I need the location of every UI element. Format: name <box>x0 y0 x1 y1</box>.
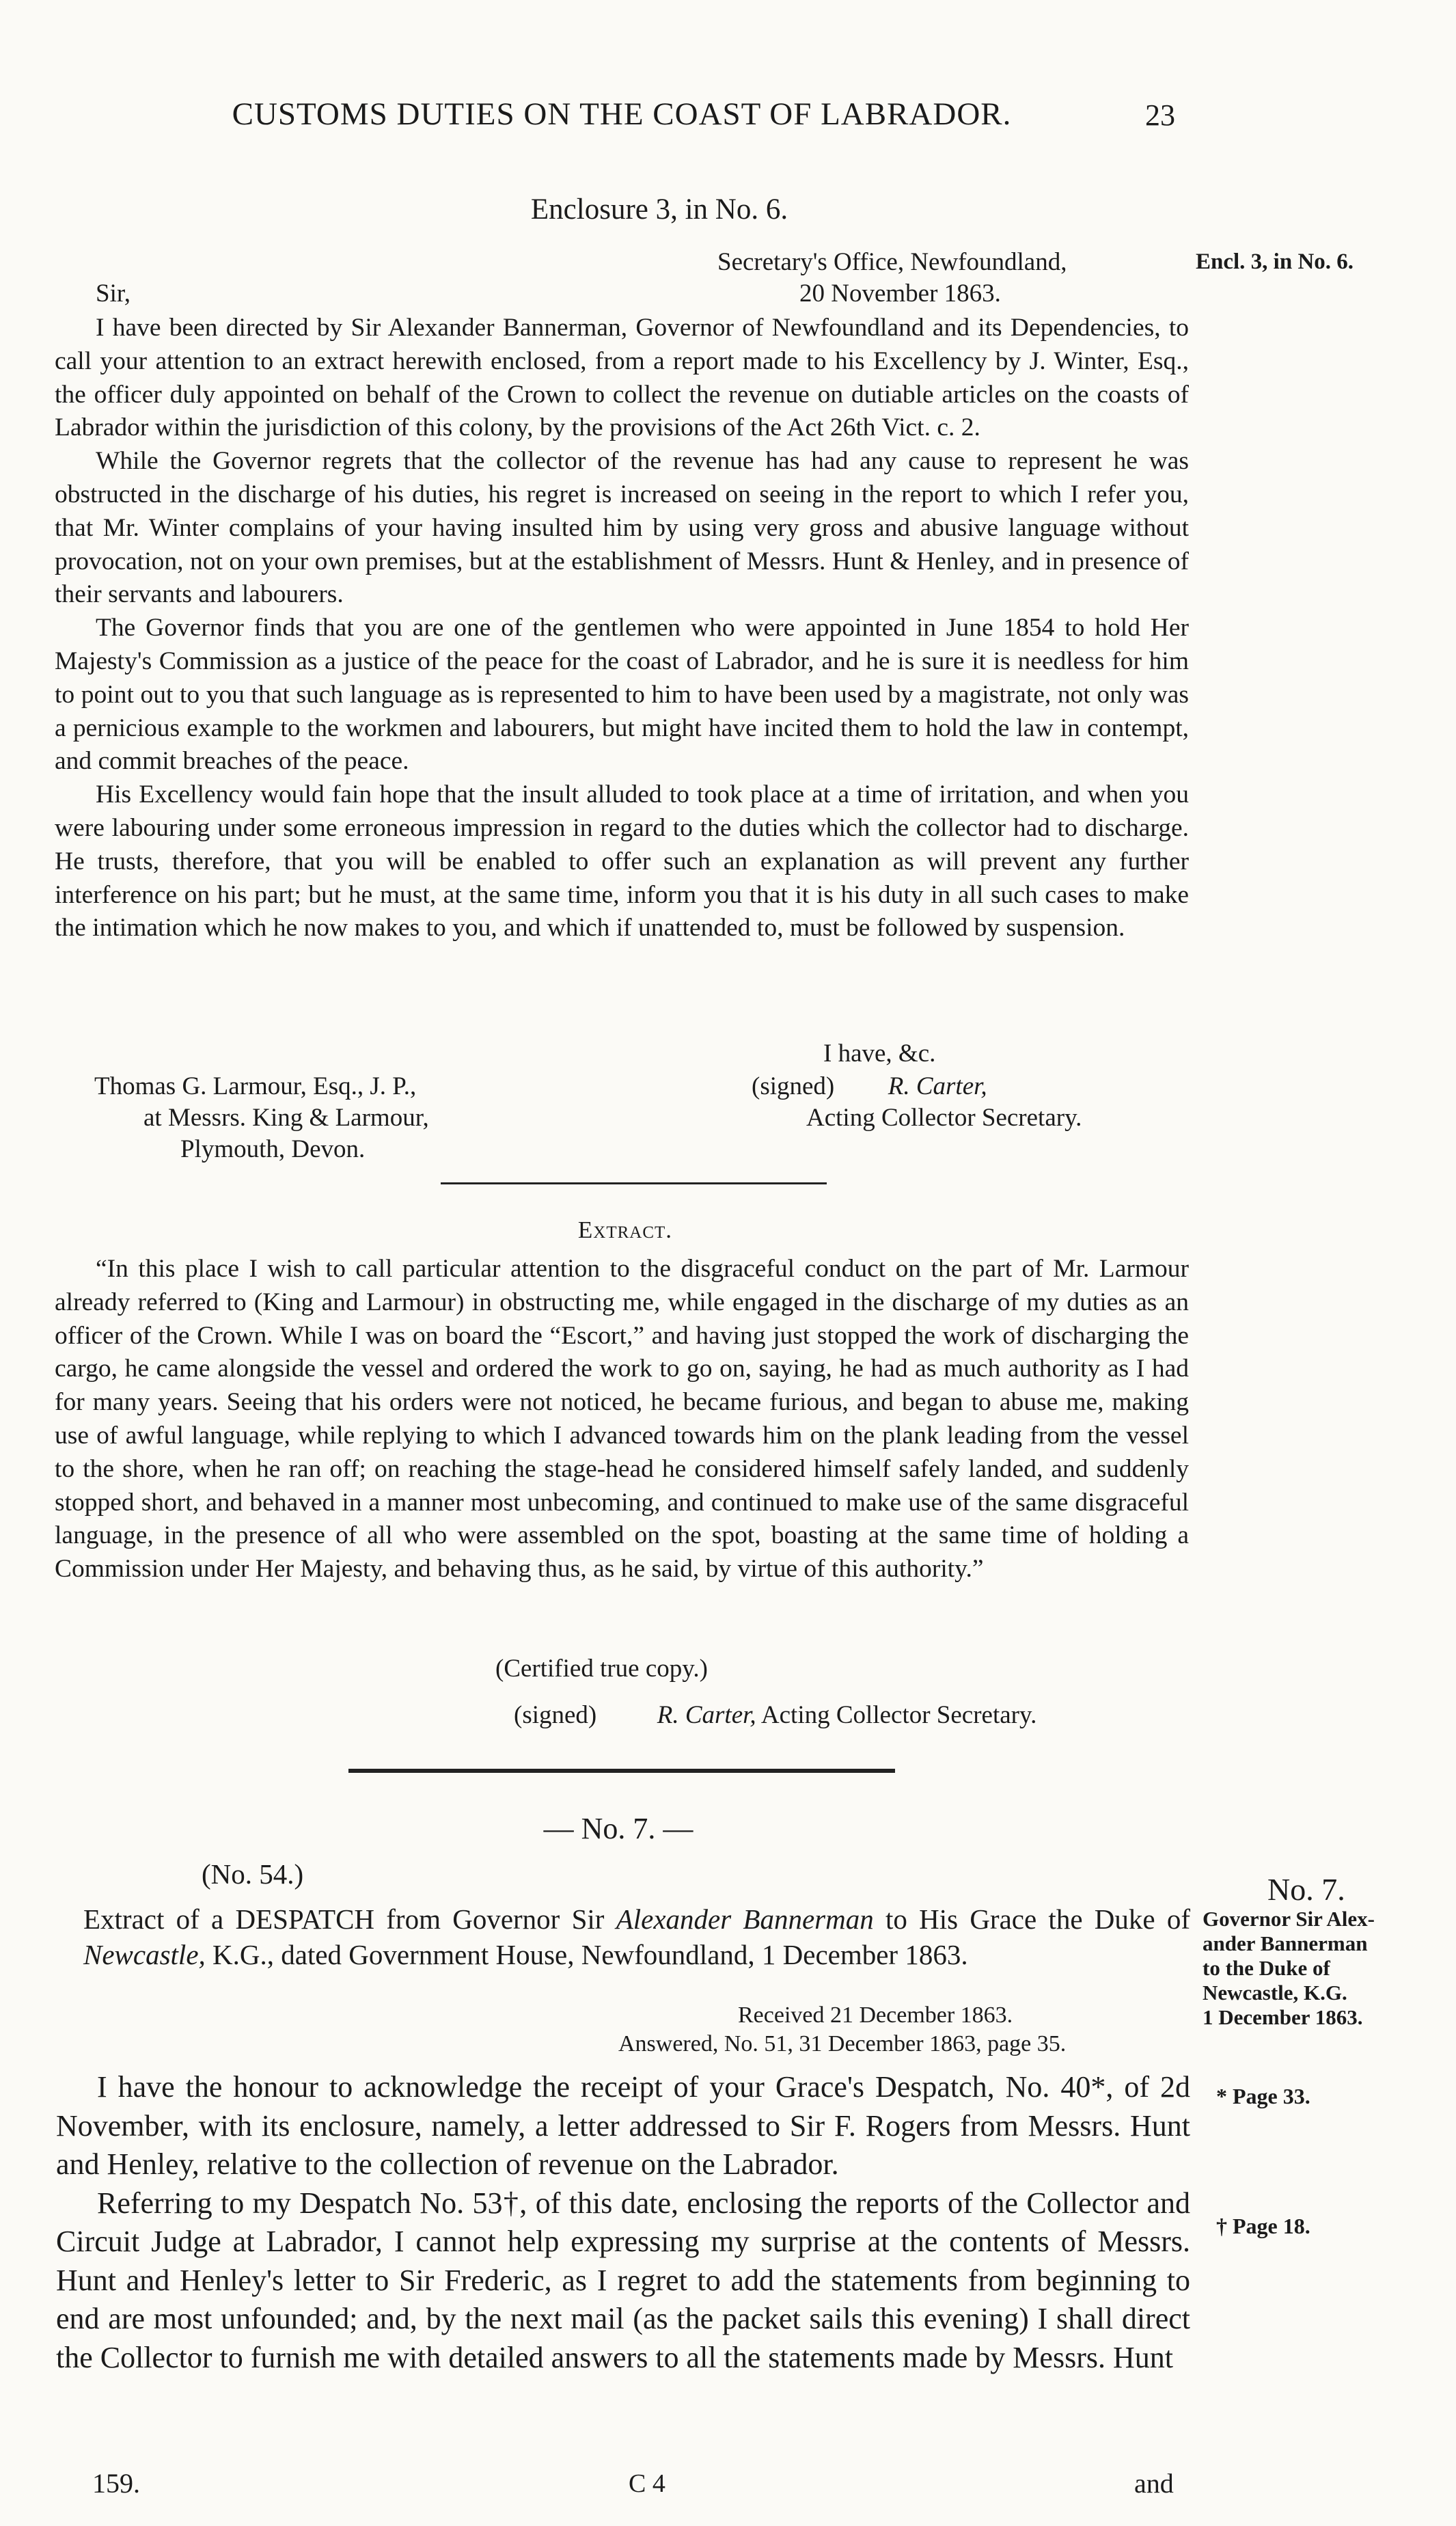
despatch-paragraph: Referring to my Despatch No. 53†, of this date, enclosing the reports of the Collector and Circuit Judge at Labrador, I cannot help expressing my surprise at the contents of Messrs. Hunt and Henley's letter to Sir Frederic, as I regret to add the statements from beginning to end are most unfounded; and, by the next mail (as the packet sails this evening) I shall direct the Collector to furnish me with detailed answers to all the statements made by Messrs. Hunt <box>56 2186 1190 2374</box>
letter-paragraph: The Governor finds that you are one of the gentlemen who were appointed in June 1854 to hold Her Majesty's Commission as a justice of the peace for the coast of Labrador, and he is sure it is needless for him to point out to you that such language as is represented to him to have been used by a magistrate, not only was a pernicious example to the workmen and labourers, but might have incited them to hold the law in contempt, and commit breaches of the peace. <box>55 614 1189 776</box>
letter-signed-title: Acting Collector Secretary. <box>806 1104 1082 1132</box>
margin-line: to the Duke of <box>1203 1956 1330 1980</box>
despatch-received: Received 21 December 1863. <box>738 2002 1013 2028</box>
despatch-body <box>56 2068 1190 2377</box>
despatch-title-tail: K.G., dated Government House, Newfoundland, 1 December 1863. <box>205 1939 968 1970</box>
despatch-title-lead: Extract of a DESPATCH from Governor Sir <box>83 1903 616 1935</box>
letter-salutation: Sir, <box>96 280 131 308</box>
footer-catchword: and <box>1134 2468 1174 2499</box>
letter-signature <box>752 1072 1196 1101</box>
signed-title: Acting Collector Secretary. <box>760 1701 1037 1729</box>
signed-prefix: (signed) <box>514 1701 597 1729</box>
signed-name: R. Carter, <box>888 1072 987 1100</box>
letter-date: 20 November 1863. <box>799 280 1001 308</box>
signed-name: R. Carter, <box>657 1701 756 1729</box>
addressee-line: Thomas G. Larmour, Esq., J. P., <box>94 1072 417 1100</box>
extract-body <box>55 1253 1189 1586</box>
margin-line: ander Bannerman <box>1203 1931 1368 1955</box>
addressee-line: at Messrs. King & Larmour, <box>143 1104 429 1132</box>
despatch-title-duke: Newcastle, <box>83 1939 206 1970</box>
extract-paragraph: “In this place I wish to call particular attention to the disgraceful conduct on the part of Mr. Larmour already referred to (King and Larmour) in obstructing me, while engaged in the discharge of my duties as an officer of the Crown. While I was on board the “Escort,” and having just stopped the work of discharging the cargo, he came alongside the vessel and ordered the work to go on, saying, he had as much authority as I had for many years. Seeing that his orders were not noticed, he became furious, and began to abuse me, making use of awful language, while replying to which I advanced towards him on the plank leading from the vessel to the shore, when he ran off; on reaching the stage-head he considered himself safely landed, and suddenly stopped short, and behaved in a manner most unbecoming, and continued to make use of the same disgraceful language, in the presence of all who were assembled on the spot, boasting at the same time of holding a Commission under Her Majesty, and behaving thus, as he said, by virtue of this authority.” <box>55 1255 1189 1584</box>
letter-paragraph: While the Governor regrets that the collector of the revenue has had any cause to represent he was obstructed in the discharge of his duties, his regret is increased on seeing in the report to which I refer you, that Mr. Winter complains of your having insulted him by using very gross and abusive language without provocation, not on your own premises, but at the establishment of Messrs. Hunt & Henley, and in presence of their servants and labourers. <box>55 447 1189 609</box>
extract-signature <box>514 1700 1197 1730</box>
margin-line: Newcastle, K.G. <box>1203 1981 1347 2005</box>
extract-heading: Extract. <box>577 1217 673 1243</box>
running-title: CUSTOMS DUTIES ON THE COAST OF LABRADOR. <box>232 96 1012 132</box>
margin-line: Governor Sir Alex- <box>1203 1907 1375 1931</box>
section-divider <box>441 1182 827 1184</box>
section-divider-thick <box>348 1769 895 1773</box>
signed-prefix: (signed) <box>752 1072 835 1100</box>
despatch-title-mid: to His Grace the Duke of <box>873 1903 1190 1935</box>
letter-closing: I have, &c. <box>823 1040 936 1068</box>
footer-left-number: 159. <box>92 2468 140 2499</box>
margin-no7: No. 7. <box>1267 1872 1345 1907</box>
margin-footnote-page18: † Page 18. <box>1216 2214 1310 2238</box>
margin-footnote-page33: * Page 33. <box>1216 2084 1310 2108</box>
letter-origin: Secretary's Office, Newfoundland, <box>717 248 1067 276</box>
extract-certified: (Certified true copy.) <box>495 1655 708 1683</box>
letter-body <box>55 312 1189 945</box>
letter-paragraph: His Excellency would fain hope that the insult alluded to took place at a time of irritation, and when you were labouring under some erroneous impression in regard to the duties which the collector had to discharge. He trusts, therefore, that you will be enabled to offer such an explanation as will prevent any further interference on his part; but he must, at the same time, inform you that it is his duty in all such cases to make the intimation which he now makes to you, and which if unattended to, must be followed by suspension. <box>55 780 1189 942</box>
page-number: 23 <box>1145 98 1175 132</box>
despatch-title-governor: Alexander Bannerman <box>616 1903 874 1935</box>
despatch-title <box>56 1901 1190 1972</box>
margin-line: 1 December 1863. <box>1203 2005 1363 2029</box>
despatch-paragraph: I have the honour to acknowledge the receipt of your Grace's Despatch, No. 40*, of 2d November, with its enclosure, namely, a letter addressed to Sir F. Rogers from Messrs. Hunt and Henley, relative to the collection of revenue on the Labrador. <box>56 2070 1190 2181</box>
no7-heading: — No. 7. — <box>543 1812 693 1845</box>
enclosure-margin-label: Encl. 3, in No. 6. <box>1196 249 1354 274</box>
enclosure-heading: Enclosure 3, in No. 6. <box>530 193 788 226</box>
despatch-answered: Answered, No. 51, 31 December 1863, page 35. <box>618 2031 1067 2056</box>
despatch-number: (No. 54.) <box>202 1858 304 1890</box>
margin-despatch-info <box>1203 1907 1455 2030</box>
addressee-line: Plymouth, Devon. <box>180 1135 366 1163</box>
footer-signature-mark: C 4 <box>629 2469 665 2498</box>
letter-paragraph: I have been directed by Sir Alexander Bannerman, Governor of Newfoundland and its Dependencies, to call your attention to an extract herewith enclosed, from a report made to his Excellency by J. Winter, Esq., the officer duly appointed on behalf of the Crown to collect the revenue on dutiable articles on the coasts of Labrador within the jurisdiction of this colony, by the provisions of the Act 26th Vict. c. 2. <box>55 314 1189 442</box>
